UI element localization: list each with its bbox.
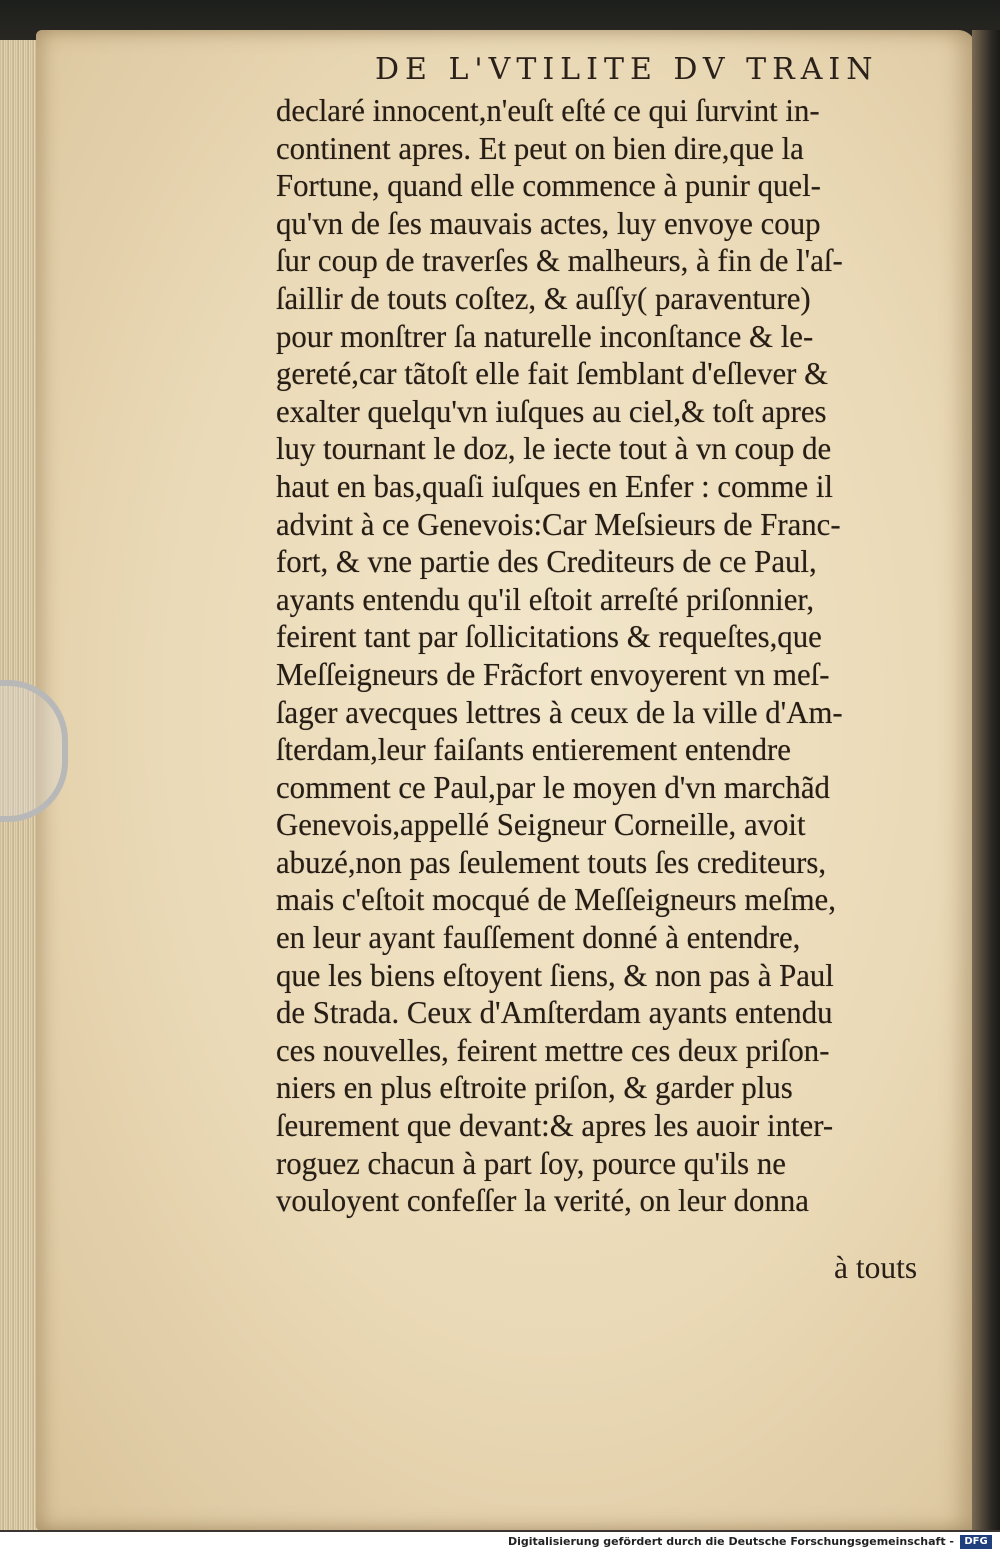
text-line: en leur ayant fauſſement donné à entendre, — [276, 920, 801, 956]
text-line: haut en bas,quaſi iuſques en Enfer : comme il — [276, 468, 833, 504]
text-line: feirent tant par ſollicitations & requeſtes,que — [276, 619, 822, 655]
dfg-funding-note: Digitalisierung gefördert durch die Deutsche Forschungsgemeinschaft - — [507, 1535, 954, 1548]
text-line: Genevois,appellé Seigneur Corneille, avoit — [276, 807, 806, 843]
text-line: declaré innocent,n'euſt eſté ce qui ſurvint in- — [276, 93, 820, 128]
text-line: comment ce Paul,par le moyen d'vn marchãd — [276, 769, 830, 805]
text-line: de Strada. Ceux d'Amſterdam ayants entendu — [276, 995, 833, 1031]
running-head: DE L'VTILITE DV TRAIN — [375, 52, 879, 87]
text-line: ſaillir de touts coſtez, & auſſy( paraventure) — [276, 280, 811, 316]
book-spine-shadow — [972, 30, 1000, 1530]
text-line: gereté,car tãtoſt elle fait ſemblant d'eſlever & — [276, 356, 829, 392]
text-line: niers en plus eſtroite priſon, & garder plus — [276, 1070, 793, 1106]
text-line: advint à ce Genevois:Car Meſsieurs de Franc- — [276, 506, 841, 542]
text-line: ſeurement que devant:& apres les auoir inter- — [276, 1108, 834, 1144]
text-line: Meſſeigneurs de Frãcfort envoyerent vn meſ- — [276, 656, 830, 692]
text-line: roguez chacun à part ſoy, pource qu'ils ne — [276, 1145, 786, 1181]
text-line: ſur coup de traverſes & malheurs, à fin de l'aſ- — [276, 243, 843, 279]
text-line: que les biens eſtoyent ſiens, & non pas à Paul — [276, 957, 834, 993]
text-line: ayants entendu qu'il eſtoit arreſté priſonnier, — [276, 581, 815, 617]
text-line: abuzé,non pas ſeulement touts ſes crediteurs, — [276, 844, 827, 880]
text-line: ces nouvelles, feirent mettre ces deux priſon- — [276, 1032, 830, 1068]
text-line: pour monſtrer ſa naturelle inconſtance & le- — [276, 318, 814, 354]
dfg-logo: DFG — [960, 1535, 992, 1549]
text-line: fort, & vne partie des Crediteurs de ce Paul, — [276, 544, 817, 580]
text-line: ſager avecques lettres à ceux de la ville d'Am- — [276, 694, 843, 730]
text-line: exalter quelqu'vn iuſques au ciel,& toſt apres — [276, 393, 827, 429]
text-line: continent apres. Et peut on bien dire,que la — [276, 130, 804, 166]
text-line: qu'vn de ſes mauvais actes, luy envoye coup — [276, 205, 821, 241]
text-line: vouloyent confeſſer la verité, on leur donna — [276, 1183, 809, 1219]
text-line: Fortune, quand elle commence à punir quel- — [276, 168, 821, 204]
text-line: mais c'eſtoit mocqué de Meſſeigneurs meſme, — [276, 882, 836, 918]
body-text — [276, 92, 966, 1220]
catchword: à touts — [834, 1250, 918, 1285]
text-line: ſterdam,leur faiſants entierement entendre — [276, 732, 791, 768]
text-line: luy tournant le doz, le iecte tout à vn coup de — [276, 431, 832, 467]
